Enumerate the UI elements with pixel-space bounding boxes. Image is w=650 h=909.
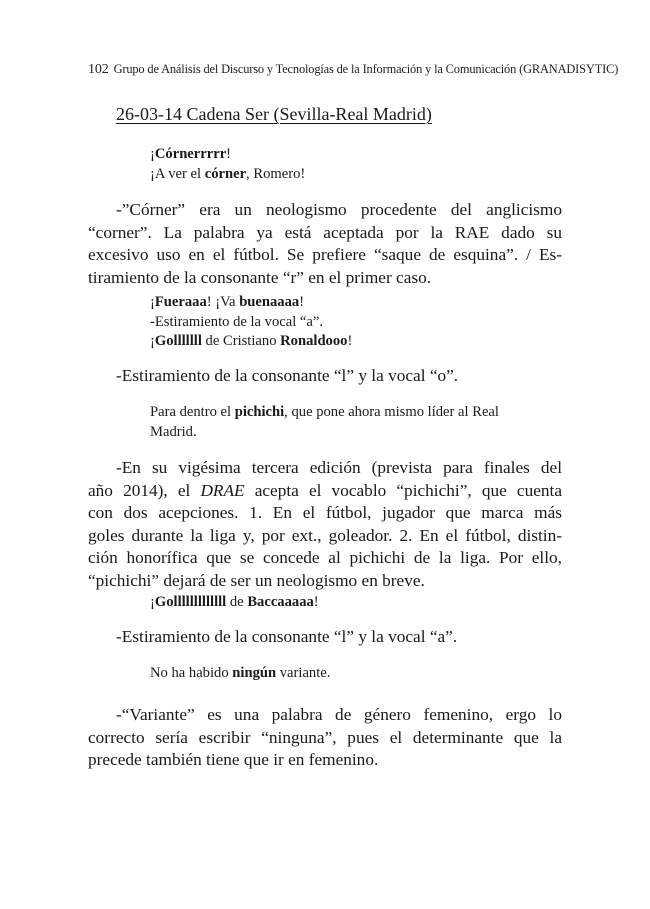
text-segment: !	[347, 333, 353, 349]
bold-emphasis: buenaaaa	[239, 294, 300, 310]
quote-line	[150, 332, 570, 352]
page-number: 102	[88, 62, 109, 77]
paragraph-line: precede también tiene que ir en femenino.	[88, 750, 379, 769]
commentary-paragraph-pichichi	[88, 457, 562, 592]
text-segment: de	[226, 594, 248, 610]
commentary-paragraph-corner	[88, 199, 562, 289]
paragraph-line: con dos acepciones. 1. En el fútbol, jugador que marca más	[88, 503, 562, 522]
text-segment: ¡	[150, 146, 155, 162]
text-segment: ¡	[150, 294, 155, 310]
paragraph-line: “pichichi” dejará de ser un neologismo en breve.	[88, 570, 425, 590]
text-segment: !	[226, 146, 232, 162]
text-segment: No ha habido	[150, 665, 233, 681]
paragraph-line: -”Córner” era un neologismo procedente del anglicismo	[116, 200, 562, 219]
text-segment: acepta el vocablo “pichichi”, que cuenta	[244, 480, 562, 500]
paragraph-line: -Estiramiento de la consonante “l” y la vocal “a”.	[116, 627, 458, 646]
quote-block-corner	[150, 145, 570, 184]
paragraph-line: goles durante la liga y, por ext., goleador. 2. En el fútbol, distin-	[88, 525, 562, 545]
paragraph-line: correcto sería escribir “ninguna”, pues el determinante que la	[88, 727, 562, 747]
paragraph-line: excesivo uso en el fútbol. Se prefiere “saque de esquina”. / Es-	[88, 245, 562, 264]
text-segment: ! ¡Va	[206, 294, 240, 310]
quote-line	[150, 293, 570, 313]
text-segment: !	[299, 294, 305, 310]
bold-emphasis: Ronaldooo	[280, 333, 348, 349]
paragraph-line: tiramiento de la consonante “r” en el primer caso.	[88, 267, 432, 287]
text-segment: año 2014), el	[88, 480, 201, 500]
bold-emphasis: córner	[204, 165, 247, 182]
running-title: Grupo de Análisis del Discurso y Tecnologías de la Información y la Comunicación (GRANADISYTIC)	[113, 62, 619, 76]
bold-emphasis: ningún	[232, 665, 277, 681]
text-segment: !	[313, 594, 319, 610]
text-segment: de Cristiano	[201, 333, 281, 349]
running-head	[88, 62, 618, 78]
text-segment: ¡	[150, 333, 155, 349]
paragraph-line: “corner”. La palabra ya está aceptada por la RAE dado su	[88, 222, 562, 242]
paragraph-line	[88, 480, 562, 503]
quote-block-pichichi	[150, 403, 570, 442]
section-title: 26-03-14 Cadena Ser (Sevilla-Real Madrid)	[116, 104, 432, 124]
commentary-paragraph-bacca	[88, 626, 562, 649]
quote-line	[150, 165, 570, 185]
quote-block-bacca	[150, 593, 570, 613]
quote-line	[150, 593, 570, 613]
quote-block-variante	[150, 664, 570, 684]
paragraph-line: -En su vigésima tercera edición (prevista para finales del	[116, 458, 562, 477]
bold-emphasis: Golllllllllllll	[154, 594, 227, 610]
quote-line	[150, 313, 570, 333]
bold-emphasis: Fueraaa	[154, 294, 207, 310]
quote-line	[150, 403, 570, 423]
bold-emphasis: Baccaaaaa	[247, 594, 314, 610]
bold-emphasis: Golllllll	[154, 333, 202, 349]
bold-emphasis: Córnerrrrr	[154, 146, 227, 162]
text-segment: Para dentro el	[150, 404, 235, 420]
text-segment: Madrid.	[150, 423, 197, 440]
paragraph-line: -“Variante” es una palabra de género femenino, ergo lo	[116, 705, 562, 724]
quote-line	[150, 145, 570, 165]
commentary-paragraph-variante	[88, 704, 562, 772]
text-segment: ¡	[150, 594, 155, 610]
text-segment: , que pone ahora mismo líder al Real	[284, 404, 499, 420]
quote-line	[150, 664, 570, 684]
text-segment: variante.	[276, 665, 331, 681]
text-segment: -Estiramiento de la vocal “a”.	[150, 313, 324, 330]
paragraph-line: -Estiramiento de la consonante “l” y la vocal “o”.	[116, 366, 459, 385]
commentary-paragraph-gol	[88, 365, 562, 388]
drae-italic: DRAE	[200, 480, 245, 500]
quote-line	[150, 423, 570, 443]
paragraph-line: ción honorífica que se concede al pichichi de la liga. Por ello,	[88, 548, 562, 567]
text-segment: , Romero!	[246, 165, 306, 182]
text-segment: ¡A ver el	[150, 165, 205, 182]
quote-block-fuera	[150, 293, 570, 352]
bold-emphasis: pichichi	[234, 404, 285, 420]
